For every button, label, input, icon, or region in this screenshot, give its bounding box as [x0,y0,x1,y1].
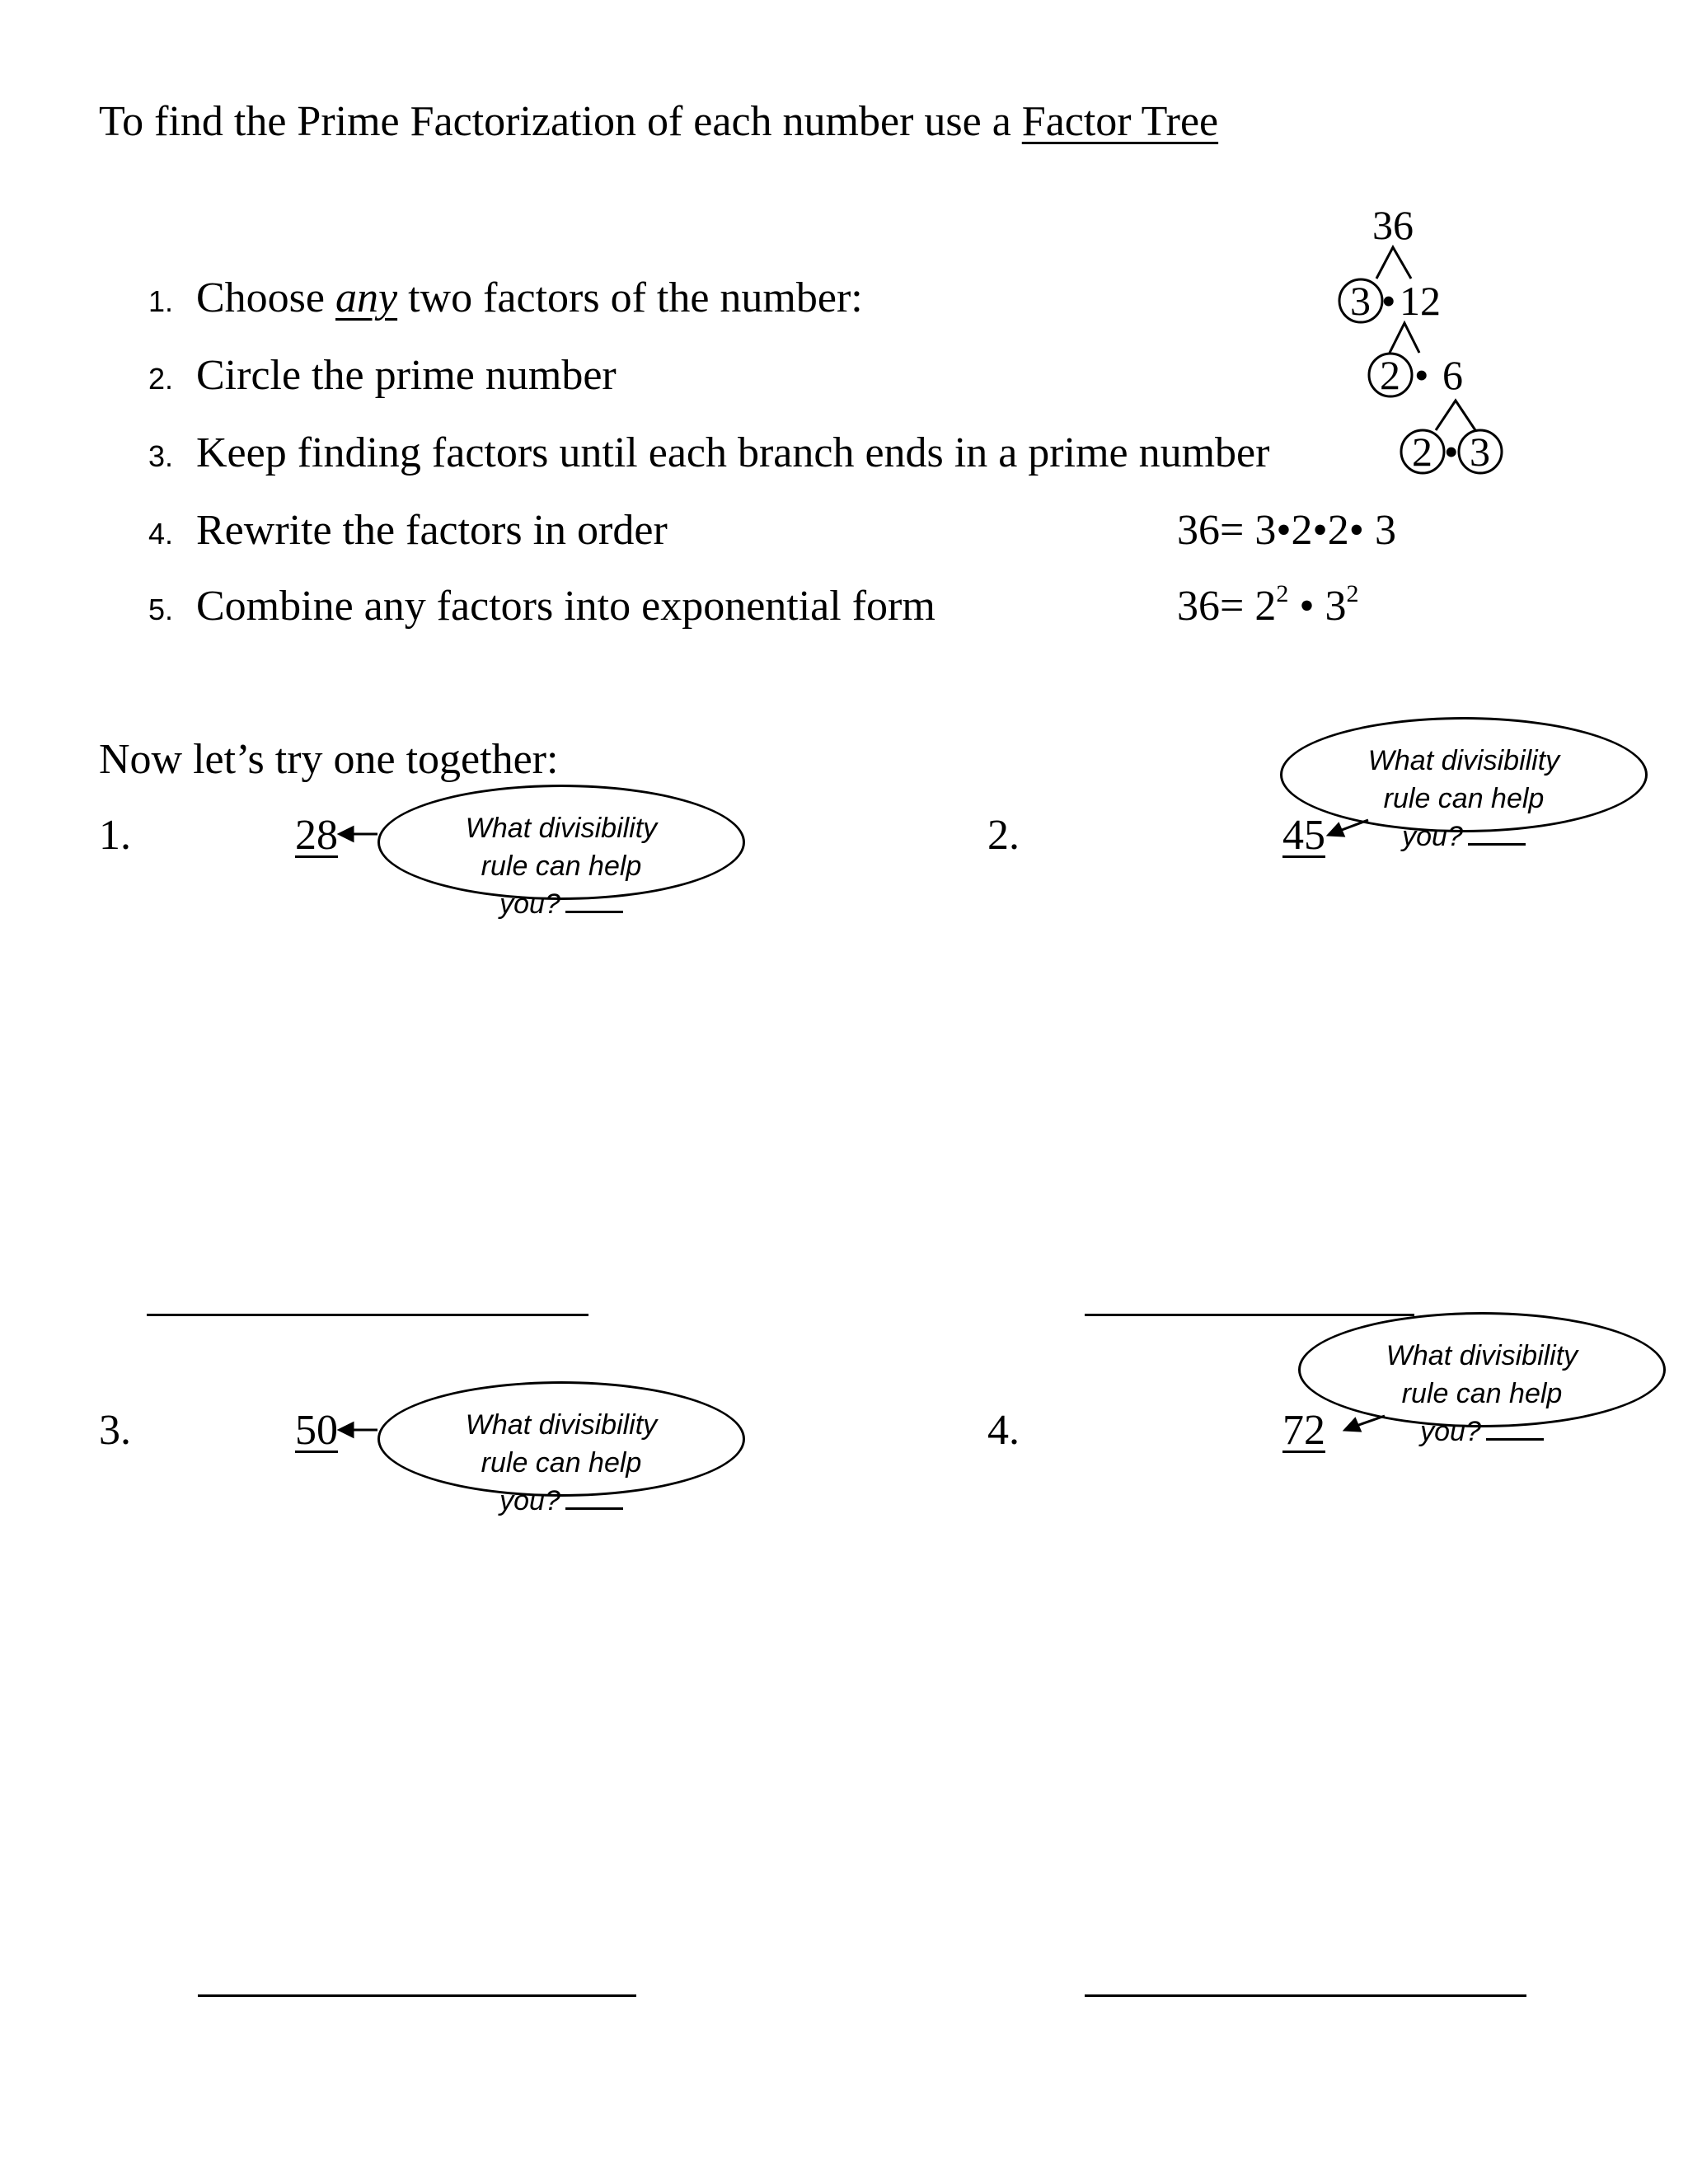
tree-factor-prime: 3 [1470,429,1490,475]
title-prefix: To find the Prime Factorization of each number use a [99,98,1022,145]
answer-blank[interactable] [565,910,623,913]
callout-line: What divisibility [465,813,658,844]
callout-line: What divisibility [1367,745,1560,776]
callout-line: you? [1420,1416,1481,1447]
answer-line-4[interactable] [1085,1994,1526,1997]
callout-text [377,1406,745,1520]
problem-3-number: 50 [295,1407,338,1454]
problem-2-number: 45 [1282,812,1325,859]
step-text: Keep finding factors until each branch ends in a prime number [196,429,1270,476]
tree-dot: • [1414,352,1429,398]
tree-dot: • [1444,429,1459,475]
step-text: Rewrite the factors in order [196,507,668,554]
branch-level2 [1436,401,1475,430]
answer-line-2[interactable] [1085,1314,1414,1316]
step-number: 1. [148,284,174,318]
problem-2-label: 2. [987,812,1020,859]
step-text: two factors of the number: [397,274,863,321]
tree-factor: 6 [1442,352,1463,398]
step-text: Circle the prime number [196,352,617,399]
answer-blank[interactable] [1468,842,1526,846]
step-text: Combine any factors into exponential form [196,583,935,630]
branch-level1 [1390,323,1419,353]
callout-line: rule can help [1401,1378,1563,1409]
callout-line: What divisibility [465,1409,658,1441]
step-number: 4. [148,517,174,551]
callout-text [1280,742,1648,855]
problem-4-number: 72 [1282,1407,1325,1454]
arrowhead [340,827,353,841]
ordered-factors-equation: 36= 3•2•2• 3 [1177,507,1396,554]
step-number: 5. [148,593,174,626]
arrowhead [340,1423,353,1436]
tree-branches [1376,247,1475,430]
answer-blank[interactable] [565,1507,623,1510]
step-number: 3. [148,439,174,473]
answer-line-3[interactable] [198,1994,636,1997]
problem-3-label: 3. [99,1407,131,1454]
step-text: Choose [196,274,335,321]
callout-line: rule can help [1383,783,1545,814]
problem-4-label: 4. [987,1407,1020,1454]
callout-line: rule can help [481,1447,642,1479]
step-emphasis: any [335,274,398,321]
exp-power-2: 2 [1346,580,1359,607]
answer-line-1[interactable] [147,1314,588,1316]
callout-line: you? [499,1485,560,1516]
branch-root [1376,247,1411,279]
exp-base-3: • 3 [1288,583,1347,630]
callout-line: What divisibility [1386,1340,1578,1371]
callout-line: rule can help [481,851,642,882]
problem-1-label: 1. [99,812,131,859]
tree-factor-prime: 2 [1380,352,1400,398]
exp-base-2: 36= 2 [1177,583,1277,630]
step-number: 2. [148,362,174,396]
tree-factor: 12 [1400,278,1441,324]
tree-dot: • [1381,278,1396,324]
together-heading: Now let’s try one together: [99,736,559,783]
tree-factor-prime: 2 [1412,429,1432,475]
tree-factor-prime: 3 [1350,278,1371,324]
answer-blank[interactable] [1486,1437,1544,1441]
callout-text [1298,1337,1666,1451]
callout-line: you? [499,888,560,920]
exp-power-1: 2 [1276,580,1289,607]
problem-1-number: 28 [295,812,338,859]
callout-line: you? [1402,821,1463,852]
factor-tree-term: Factor Tree [1021,98,1219,145]
tree-root: 36 [1372,202,1414,248]
callout-text [377,809,745,923]
